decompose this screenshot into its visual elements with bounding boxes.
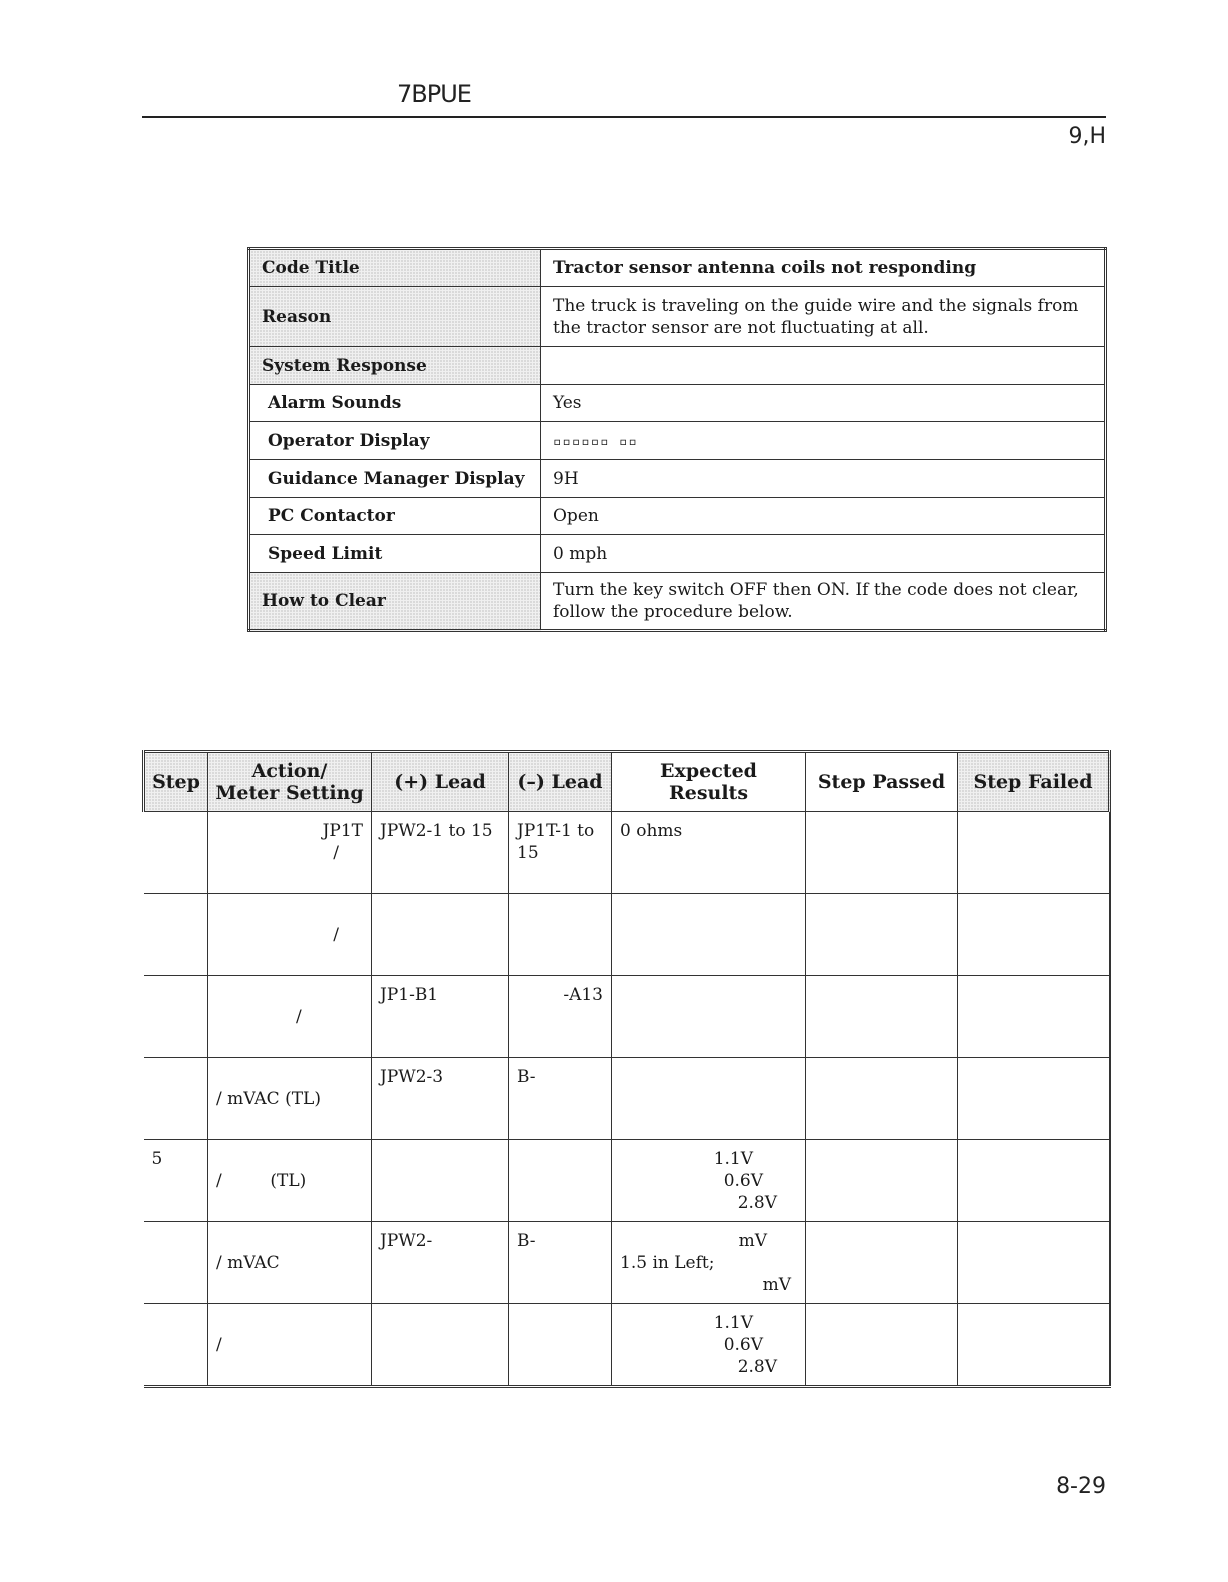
plus-lead-cell: JPW2-1 to 15 bbox=[372, 812, 509, 894]
table-row bbox=[144, 894, 1110, 976]
action-cell bbox=[208, 1140, 372, 1222]
step-number bbox=[144, 894, 208, 976]
operator-display-row bbox=[249, 422, 1106, 460]
expected-line-2: 1.5 in Left; bbox=[620, 1253, 715, 1273]
table-row bbox=[144, 812, 1110, 894]
expected-line-2: 0.6V bbox=[723, 1335, 763, 1355]
how-to-clear-value: Turn the key switch OFF then ON. If the code does not clear, follow the procedure below. bbox=[541, 573, 1106, 631]
table-row bbox=[144, 1304, 1110, 1387]
action-meter: / bbox=[333, 925, 339, 945]
expected-line-1: mV bbox=[738, 1231, 767, 1251]
passed-cell bbox=[806, 1222, 958, 1304]
operator-display-value bbox=[541, 422, 1106, 460]
action-meter: / bbox=[216, 1335, 222, 1355]
page-number: 8-29 bbox=[1056, 1474, 1106, 1499]
plus-lead-header: (+) Lead bbox=[372, 752, 509, 812]
minus-lead-cell: -A13 bbox=[509, 976, 612, 1058]
expected-cell bbox=[612, 1222, 806, 1304]
expected-cell bbox=[612, 976, 806, 1058]
passed-cell bbox=[806, 976, 958, 1058]
speed-limit-row bbox=[249, 535, 1106, 573]
code-title-value: Tractor sensor antenna coils not responding bbox=[541, 249, 1106, 287]
step-number: 5 bbox=[144, 1140, 208, 1222]
how-to-clear-label: How to Clear bbox=[249, 573, 541, 631]
reason-value: The truck is traveling on the guide wire and the signals from the tractor sensor are not fluctuating at all. bbox=[541, 287, 1106, 347]
guidance-manager-row bbox=[249, 460, 1106, 498]
action-cell bbox=[208, 1222, 372, 1304]
table-row bbox=[144, 1058, 1110, 1140]
failed-cell bbox=[958, 894, 1110, 976]
action-cell bbox=[208, 1304, 372, 1387]
pc-contactor-row bbox=[249, 498, 1106, 535]
expected-line-3: mV bbox=[762, 1275, 791, 1295]
action-header bbox=[208, 752, 372, 812]
code-title-row bbox=[249, 249, 1106, 287]
minus-lead-cell: B- bbox=[509, 1058, 612, 1140]
system-response-label: System Response bbox=[249, 347, 541, 385]
action-meter: / (TL) bbox=[216, 1171, 307, 1191]
step-number bbox=[144, 1058, 208, 1140]
diagnostic-steps-table bbox=[142, 750, 1111, 1388]
reason-label: Reason bbox=[249, 287, 541, 347]
action-cell bbox=[208, 976, 372, 1058]
action-text: JP1T bbox=[322, 821, 363, 841]
passed-cell bbox=[806, 1140, 958, 1222]
system-response-value bbox=[541, 347, 1106, 385]
action-cell bbox=[208, 894, 372, 976]
expected-cell: 0 ohms bbox=[612, 812, 806, 894]
table-row bbox=[144, 1222, 1110, 1304]
step-header: Step bbox=[144, 752, 208, 812]
system-response-row bbox=[249, 347, 1106, 385]
code-title-label: Code Title bbox=[249, 249, 541, 287]
action-meter: / mVAC bbox=[216, 1253, 280, 1273]
pc-contactor-value: Open bbox=[541, 498, 1106, 535]
step-passed-header: Step Passed bbox=[806, 752, 958, 812]
failed-cell bbox=[958, 1222, 1110, 1304]
plus-lead-cell: JPW2-3 bbox=[372, 1058, 509, 1140]
expected-line-3: 2.8V bbox=[737, 1193, 777, 1213]
guidance-manager-value: 9H bbox=[541, 460, 1106, 498]
expected-results-header: Expected Results bbox=[612, 752, 806, 812]
passed-cell bbox=[806, 1304, 958, 1387]
table-row bbox=[144, 976, 1110, 1058]
plus-lead-cell bbox=[372, 894, 509, 976]
action-meter: / mVAC (TL) bbox=[216, 1089, 321, 1109]
step-number bbox=[144, 1304, 208, 1387]
step-number bbox=[144, 976, 208, 1058]
minus-lead-cell: B- bbox=[509, 1222, 612, 1304]
minus-lead-cell bbox=[509, 894, 612, 976]
expected-cell bbox=[612, 894, 806, 976]
failed-cell bbox=[958, 812, 1110, 894]
step-number bbox=[144, 1222, 208, 1304]
code-info-table bbox=[247, 247, 1107, 632]
speed-limit-value: 0 mph bbox=[541, 535, 1106, 573]
passed-cell bbox=[806, 1058, 958, 1140]
minus-lead-cell bbox=[509, 1140, 612, 1222]
minus-lead-header: (–) Lead bbox=[509, 752, 612, 812]
plus-lead-cell bbox=[372, 1304, 509, 1387]
failed-cell bbox=[958, 976, 1110, 1058]
action-meter: / bbox=[296, 1007, 302, 1027]
header-rule bbox=[142, 116, 1106, 118]
alarm-sounds-value: Yes bbox=[541, 385, 1106, 422]
action-cell bbox=[208, 812, 372, 894]
error-code: 9,H bbox=[1068, 124, 1106, 149]
failed-cell bbox=[958, 1304, 1110, 1387]
passed-cell bbox=[806, 894, 958, 976]
action-header-line1: Action/ bbox=[251, 760, 328, 782]
document-title: 7BPUE bbox=[397, 80, 471, 108]
failed-cell bbox=[958, 1058, 1110, 1140]
expected-cell bbox=[612, 1058, 806, 1140]
action-cell bbox=[208, 1058, 372, 1140]
guidance-manager-label: Guidance Manager Display bbox=[249, 460, 541, 498]
table-row bbox=[144, 1140, 1110, 1222]
expected-line-1: 1.1V bbox=[713, 1313, 753, 1333]
expected-line-3: 2.8V bbox=[737, 1357, 777, 1377]
reason-row bbox=[249, 287, 1106, 347]
failed-cell bbox=[958, 1140, 1110, 1222]
step-number bbox=[144, 812, 208, 894]
steps-header-row bbox=[144, 752, 1110, 812]
how-to-clear-row bbox=[249, 573, 1106, 631]
plus-lead-cell bbox=[372, 1140, 509, 1222]
pc-contactor-label: PC Contactor bbox=[249, 498, 541, 535]
expected-cell bbox=[612, 1304, 806, 1387]
step-failed-header: Step Failed bbox=[958, 752, 1110, 812]
operator-display-label: Operator Display bbox=[249, 422, 541, 460]
action-meter: / bbox=[333, 843, 339, 863]
expected-line-1: 1.1V bbox=[713, 1149, 753, 1169]
plus-lead-cell: JPW2- bbox=[372, 1222, 509, 1304]
minus-lead-cell bbox=[509, 1304, 612, 1387]
operator-display-glyphs: ▫▫▫▫▫▫ ▫▫ bbox=[553, 433, 638, 450]
plus-lead-cell: JP1-B1 bbox=[372, 976, 509, 1058]
expected-line-2: 0.6V bbox=[723, 1171, 763, 1191]
speed-limit-label: Speed Limit bbox=[249, 535, 541, 573]
passed-cell bbox=[806, 812, 958, 894]
minus-lead-cell: JP1T-1 to 15 bbox=[509, 812, 612, 894]
expected-cell bbox=[612, 1140, 806, 1222]
alarm-sounds-label: Alarm Sounds bbox=[249, 385, 541, 422]
action-header-line2: Meter Setting bbox=[215, 782, 364, 804]
alarm-sounds-row bbox=[249, 385, 1106, 422]
